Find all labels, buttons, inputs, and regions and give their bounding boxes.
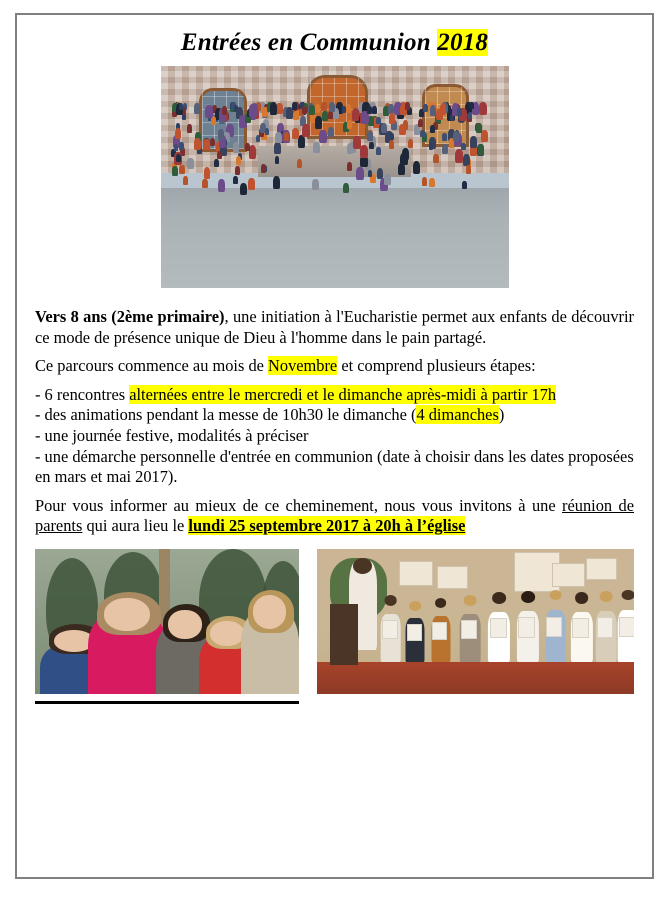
meeting-underlined-term: réunion de parents (35, 495, 634, 536)
group-photo (161, 66, 509, 288)
article-body (35, 307, 634, 537)
title-year-highlight: 2018 (437, 29, 489, 56)
meeting-middle: qui aura lieu le (82, 516, 189, 536)
list-item (35, 405, 634, 426)
children-outdoor-photo (35, 549, 299, 694)
item2-highlight: 4 dimanches (416, 405, 499, 425)
paragraph-meeting (35, 496, 634, 537)
title-text: Entrées en Communion (180, 29, 438, 56)
meeting-prefix: Pour vous informer au mieux de ce cheminement, nous vous invitons à une (35, 495, 563, 515)
children-church-photo (317, 549, 634, 694)
list-item: - une démarche personnelle d'entrée en communion (date à choisir dans les dates proposées en mars et mai 2017). (35, 446, 634, 487)
horizontal-rule (35, 701, 299, 704)
page-title (35, 26, 634, 60)
red-carpet (317, 662, 634, 694)
steps-list (35, 385, 634, 488)
list-item (35, 385, 634, 406)
paragraph-intro (35, 307, 634, 348)
item2-suffix: ) (498, 405, 505, 425)
top-photo-container (35, 66, 634, 293)
list-item: - une journée festive, modalités à préciser (35, 425, 309, 445)
document-page (15, 13, 654, 879)
crowd-of-people (171, 102, 498, 195)
courtyard-ground (161, 188, 509, 288)
lectern (330, 604, 359, 665)
bottom-photos-row (35, 549, 634, 704)
start-month-suffix: et comprend plusieurs étapes: (337, 356, 536, 376)
start-month-prefix: Ce parcours commence au mois de (35, 356, 269, 376)
paragraph-start-month (35, 356, 634, 377)
page-content (17, 15, 652, 877)
start-month-highlight: Novembre (268, 356, 338, 376)
intro-rest: , une initiation à l'Eucharistie permet aux enfants de découvrir ce mode de présence unique de Dieu à l'homme dans le pain partagé. (35, 307, 635, 347)
meeting-date-highlight: lundi 25 septembre 2017 à 20h à l’église (188, 516, 466, 536)
item1-highlight: alternées entre le mercredi et le dimanche après-midi à partir 17h (129, 384, 557, 404)
item2-prefix: - des animations pendant la messe de 10h30 le dimanche ( (35, 405, 417, 425)
intro-bold-lead: Vers 8 ans (2ème primaire) (35, 307, 225, 326)
item1-prefix: - 6 rencontres (35, 384, 130, 404)
